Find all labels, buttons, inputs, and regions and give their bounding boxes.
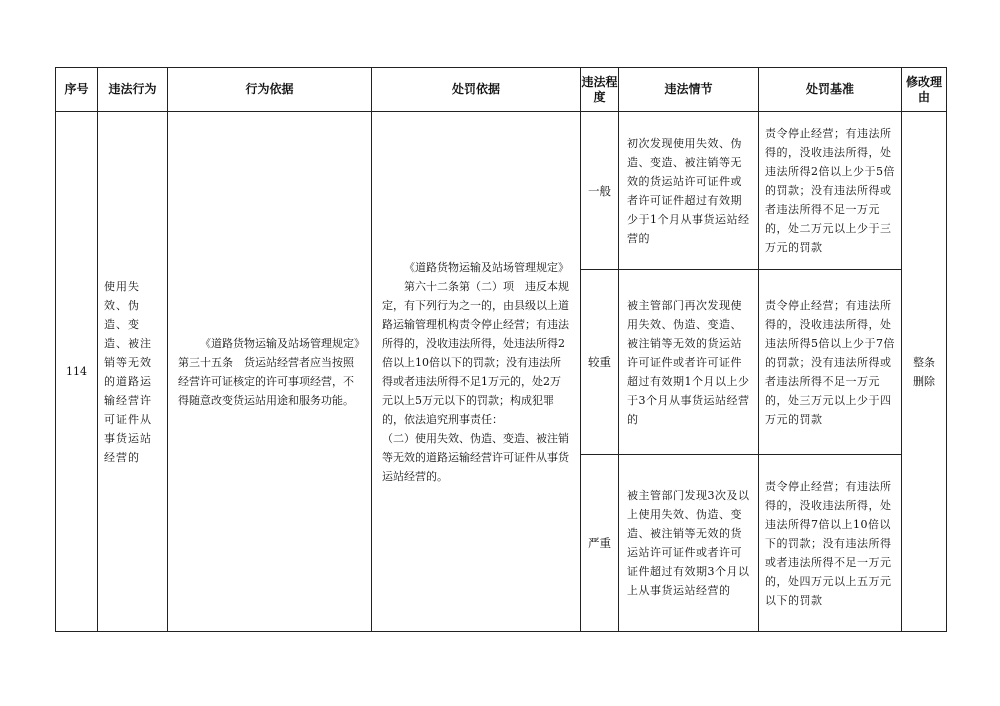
header-seq: 序号 <box>56 68 98 112</box>
row-revision: 整条删除 <box>902 112 947 632</box>
row-penalty-basis <box>372 112 581 632</box>
circumstance-serious: 被主管部门再次发现使用失效、伪造、变造、被注销等无效的货运站许可证件或者许可证件超过有效期1个月以上少于3个月从事货运站经营的 <box>619 270 759 455</box>
table-row <box>56 112 947 270</box>
row-violation: 使用失效、伪造、变造、被注销等无效的道路运输经营许可证件从事货运站经营的 <box>98 112 168 632</box>
basis-title: 《道路货物运输及站场管理规定》 <box>200 336 365 350</box>
standard-serious: 责令停止经营；有违法所得的，没收违法所得，处违法所得5倍以上少于7倍的罚款；没有违法所得或者违法所得不足一万元的，处三万元以上少于四万元的罚款 <box>759 270 902 455</box>
header-standard: 处罚基准 <box>759 68 902 112</box>
row-basis <box>168 112 372 632</box>
header-row <box>56 68 947 112</box>
penalty-text-2: （二）使用失效、伪造、变造、被注销等无效的道路运输经营许可证件从事货运站经营的。 <box>382 431 569 483</box>
penalty-standard-table <box>55 67 947 632</box>
circumstance-general: 初次发现使用失效、伪造、变造、被注销等无效的货运站许可证件或者许可证件超过有效期少于1个月从事货运站经营的 <box>619 112 759 270</box>
header-circumstance: 违法情节 <box>619 68 759 112</box>
circumstance-severe: 被主管部门发现3次及以上使用失效、伪造、变造、被注销等无效的货运站许可证件或者许可证件超过有效期3个月以上从事货运站经营的 <box>619 455 759 632</box>
degree-serious: 较重 <box>581 270 619 455</box>
header-penalty-basis: 处罚依据 <box>372 68 581 112</box>
header-degree: 违法程度 <box>581 68 619 112</box>
penalty-text-1: 第六十二条第（二）项 违反本规定，有下列行为之一的，由县级以上道路运输管理机构责令停止经营；有违法所得的，没收违法所得，处违法所得2倍以上10倍以下的罚款；没有违法所得或者违法所得不足1万元的，处2万元以上5万元以下的罚款；构成犯罪的，依法追究刑事责任： <box>382 279 569 426</box>
header-basis: 行为依据 <box>168 68 372 112</box>
standard-severe: 责令停止经营；有违法所得的，没收违法所得，处违法所得7倍以上10倍以下的罚款；没有违法所得或者违法所得不足一万元的，处四万元以上五万元以下的罚款 <box>759 455 902 632</box>
header-revision: 修改理由 <box>902 68 947 112</box>
standard-general: 责令停止经营；有违法所得的，没收违法所得，处违法所得2倍以上少于5倍的罚款；没有违法所得或者违法所得不足一万元的，处二万元以上少于三万元的罚款 <box>759 112 902 270</box>
header-violation: 违法行为 <box>98 68 168 112</box>
degree-general: 一般 <box>581 112 619 270</box>
basis-text: 第三十五条 货运站经营者应当按照经营许可证核定的许可事项经营，不得随意改变货运站用途和服务功能。 <box>178 355 354 407</box>
penalty-title: 《道路货物运输及站场管理规定》 <box>404 260 569 274</box>
degree-severe: 严重 <box>581 455 619 632</box>
row-seq: 114 <box>56 112 98 632</box>
